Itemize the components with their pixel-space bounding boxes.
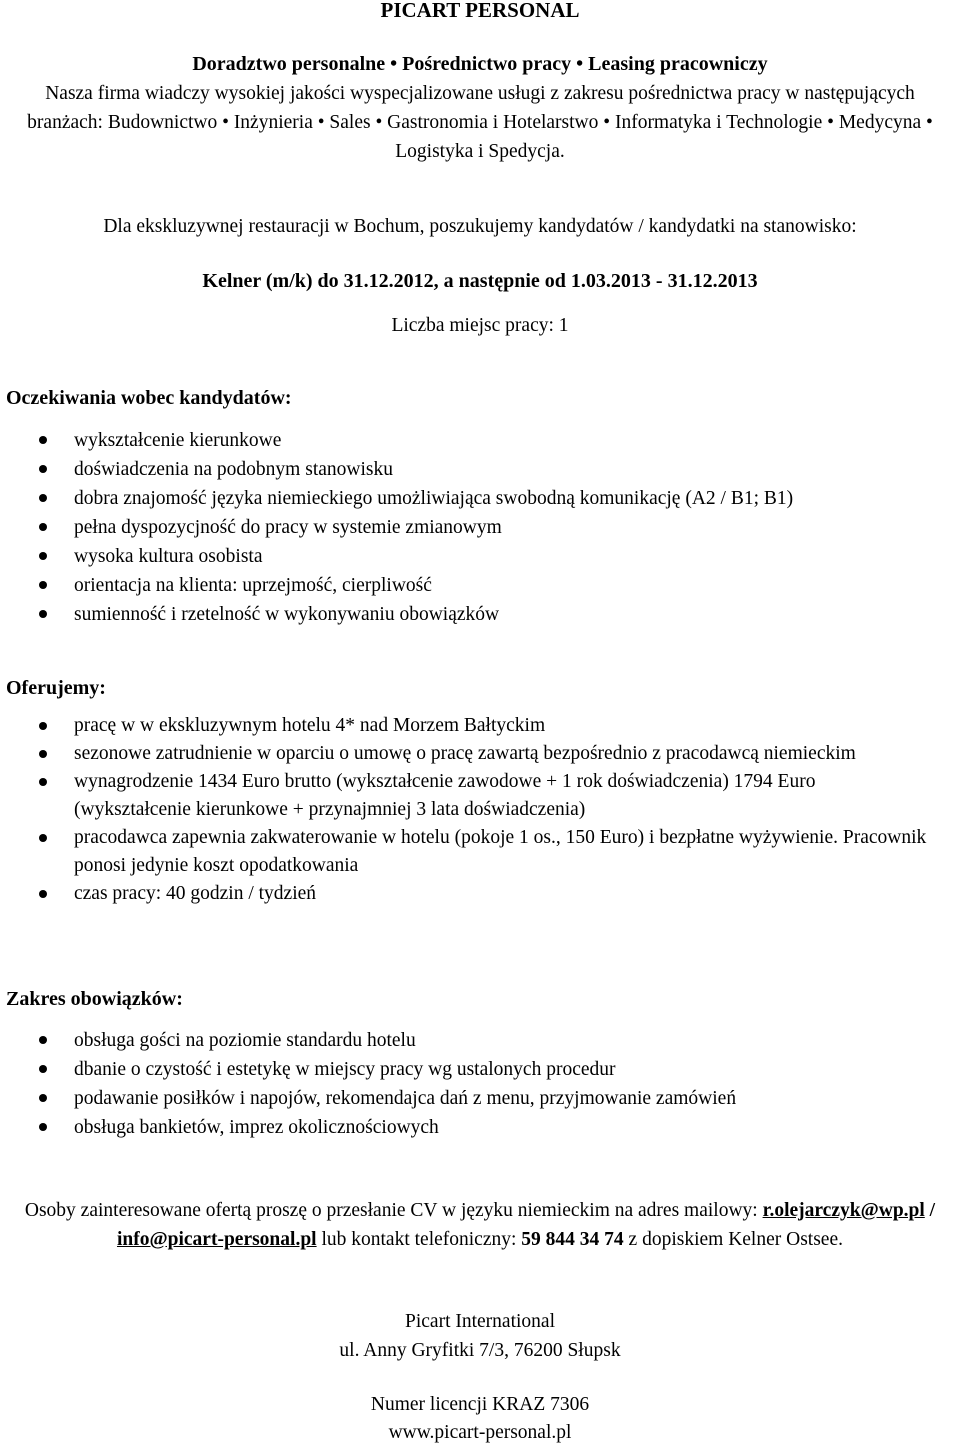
list-item: orientacja na klienta: uprzejmość, cierpliwość <box>0 571 960 600</box>
contact-suffix: z dopiskiem Kelner Ostsee. <box>623 1229 843 1250</box>
list-item: pełna dyspozycjność do pracy w systemie zmianowym <box>0 513 960 542</box>
email-link-info[interactable]: info@picart-personal.pl <box>116 1229 317 1250</box>
list-item: czas pracy: 40 godzin / tydzień <box>0 880 960 908</box>
list-item: dbanie o czystość i estetykę w miejscy pracy wg ustalonych procedur <box>0 1055 960 1084</box>
phone-number: 59 844 34 74 <box>521 1229 624 1250</box>
list-item: wykształcenie kierunkowe <box>0 426 960 455</box>
services-line: Doradztwo personalne • Pośrednictwo pracy • Leasing pracowniczy <box>192 53 768 75</box>
list-item: podawanie posiłków i napojów, rekomendajca dań z menu, przyjmowanie zamówień <box>0 1084 960 1113</box>
phone-prefix: lub kontakt telefoniczny: <box>316 1229 522 1250</box>
expectations-list <box>0 426 960 629</box>
position-title: Kelner (m/k) do 31.12.2012, a następnie od 1.03.2013 - 31.12.2013 <box>202 270 758 292</box>
footer-license: Numer licencji KRAZ 7306 <box>370 1394 590 1415</box>
list-item: wysoka kultura osobista <box>0 542 960 571</box>
contact-paragraph <box>10 1196 950 1254</box>
list-item: wynagrodzenie 1434 Euro brutto (wykształcenie zawodowe + 1 rok doświadczenia) 1794 Euro (wykształcenie kierunkowe + przynajmniej 3 lata doświadczenia) <box>0 768 960 824</box>
company-title: PICART PERSONAL <box>380 0 580 22</box>
list-item: sezonowe zatrudnienie w oparciu o umowę o pracę zawartą bezpośrednio z pracodawcą niemieckim <box>0 740 960 768</box>
contact-intro: Osoby zainteresowane ofertą proszę o przesłanie CV w języku niemieckim na adres mailowy: <box>24 1200 758 1221</box>
duties-heading: Zakres obowiązków: <box>6 988 183 1010</box>
footer-website: www.picart-personal.pl <box>388 1422 572 1443</box>
we-offer-list <box>0 712 960 908</box>
search-sentence: Dla ekskluzywnej restauracji w Bochum, poszukujemy kandydatów / kandydatki na stanowisko: <box>103 216 857 237</box>
places-count: Liczba miejsc pracy: 1 <box>391 315 569 336</box>
list-item: obsługa gości na poziomie standardu hotelu <box>0 1026 960 1055</box>
duties-list <box>0 1026 960 1142</box>
list-item: dobra znajomość języka niemieckiego umożliwiająca swobodną komunikację (A2 / B1; B1) <box>0 484 960 513</box>
expectations-heading: Oczekiwania wobec kandydatów: <box>6 387 292 409</box>
intro-paragraph: Nasza firma wiadczy wysokiej jakości wyspecjalizowane usługi z zakresu pośrednictwa pracy w następujących branżach: Budownictwo • Inżynieria • Sales • Gastronomia i Hotelarstwo • Informatyka i Technologie • Medycyna • Logistyka i Spedycja. <box>27 83 933 162</box>
email-separator: / <box>924 1200 936 1221</box>
email-link-olejarczyk[interactable]: r.olejarczyk@wp.pl <box>762 1200 925 1221</box>
footer-address: ul. Anny Gryfitki 7/3, 76200 Słupsk <box>339 1340 621 1361</box>
we-offer-heading: Oferujemy: <box>6 677 106 699</box>
list-item: obsługa bankietów, imprez okolicznościowych <box>0 1113 960 1142</box>
list-item: doświadczenia na podobnym stanowisku <box>0 455 960 484</box>
list-item: pracodawca zapewnia zakwaterowanie w hotelu (pokoje 1 os., 150 Euro) i bezpłatne wyżywienie. Pracownik ponosi jedynie koszt opodatkowania <box>0 824 960 880</box>
footer-company: Picart International <box>405 1311 555 1332</box>
list-item: sumienność i rzetelność w wykonywaniu obowiązków <box>0 600 960 629</box>
list-item: pracę w w ekskluzywnym hotelu 4* nad Morzem Bałtyckim <box>0 712 960 740</box>
